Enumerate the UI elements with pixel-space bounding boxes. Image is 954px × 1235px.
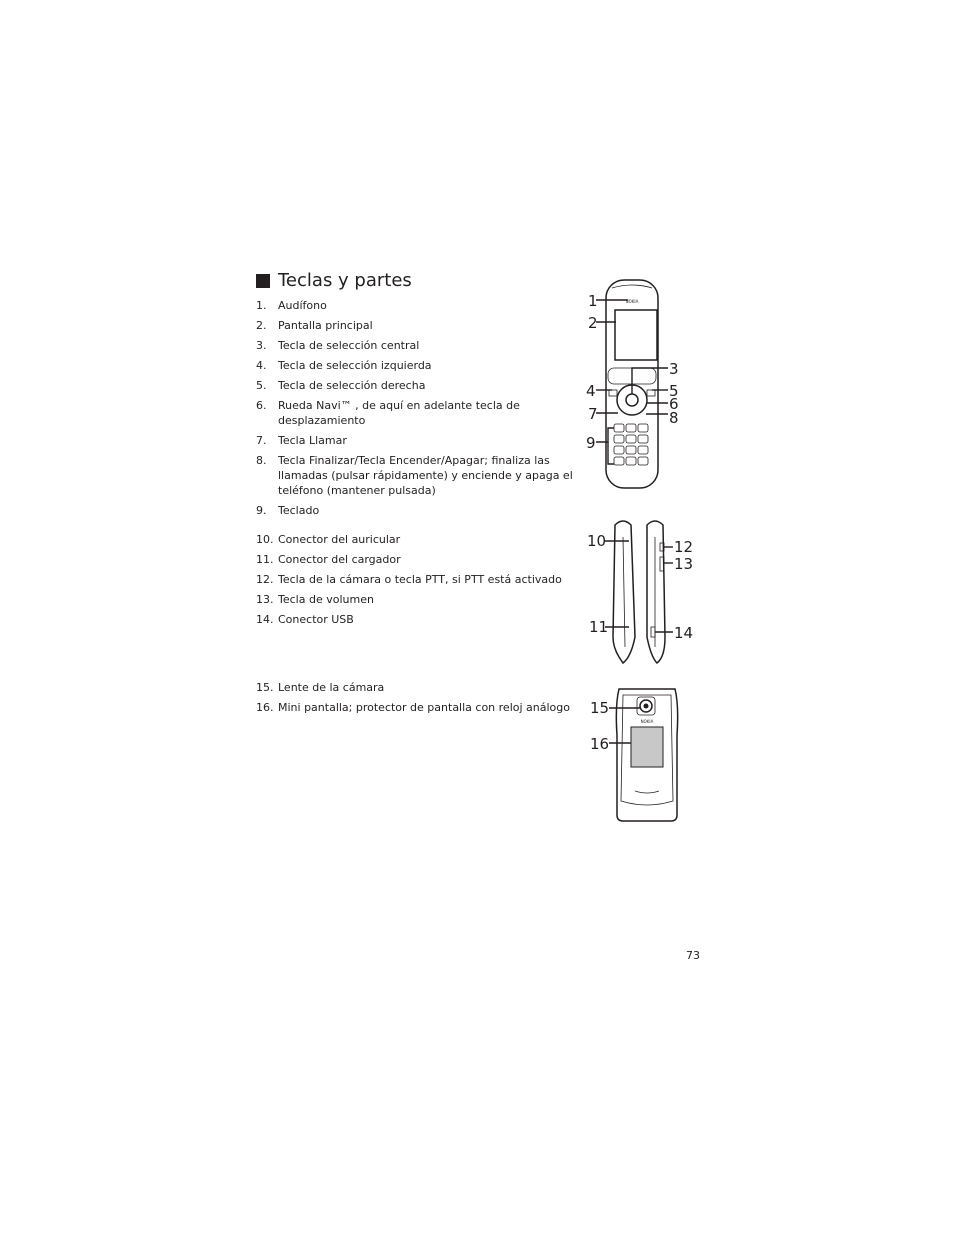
callout-13: 13 — [674, 555, 694, 573]
callout-3: 3 — [669, 360, 679, 378]
phone-side-illustration — [585, 517, 700, 667]
heading-square-icon — [256, 274, 270, 288]
list-item-text: Tecla Finalizar/Tecla Encender/Apagar; finaliza las llamadas (pulsar rápidamente) y enciende y apaga el teléfono (mantener pulsada) — [278, 454, 573, 497]
list-item — [256, 433, 576, 448]
list-item-number: 10. — [256, 533, 274, 546]
list-item-number: 2. — [256, 319, 267, 332]
callout-9: 9 — [586, 434, 596, 452]
list-item — [256, 572, 576, 587]
list-item-number: 9. — [256, 504, 267, 517]
list-item — [256, 378, 576, 393]
list-item-text: Conector USB — [278, 613, 354, 626]
list-item — [256, 298, 576, 313]
list-item — [256, 338, 576, 353]
list-item-text: Audífono — [278, 299, 327, 312]
list-item-text: Mini pantalla; protector de pantalla con reloj análogo — [278, 701, 570, 714]
list-item-text: Tecla de selección derecha — [278, 379, 426, 392]
list-item-number: 13. — [256, 593, 274, 606]
list-item-text: Tecla Llamar — [278, 434, 347, 447]
center-select-key — [626, 394, 638, 406]
list-item-text: Pantalla principal — [278, 319, 373, 332]
list-item-text: Tecla de selección central — [278, 339, 420, 352]
list-item — [256, 680, 576, 695]
list-item — [256, 398, 576, 428]
phone-right-side — [647, 521, 665, 663]
callout-10: 10 — [587, 532, 607, 550]
list-item — [256, 552, 576, 567]
list-item-number: 16. — [256, 701, 274, 714]
phone-front-illustration — [580, 278, 690, 493]
callout-6: 6 — [669, 395, 679, 413]
brand-logo-front: NOKIA — [625, 299, 639, 304]
list-item-text: Tecla de volumen — [278, 593, 374, 606]
list-item — [256, 532, 576, 547]
list-item — [256, 503, 576, 518]
callout-7: 7 — [588, 405, 598, 423]
list-item-number: 6. — [256, 399, 267, 412]
parts-list-front — [256, 298, 576, 523]
list-item-number: 3. — [256, 339, 267, 352]
list-item-text: Rueda Navi™ , de aquí en adelante tecla de desplazamiento — [278, 399, 520, 427]
parts-list-back — [256, 680, 576, 720]
callout-1: 1 — [588, 292, 598, 310]
list-item — [256, 453, 576, 498]
list-item-number: 15. — [256, 681, 274, 694]
list-item-number: 4. — [256, 359, 267, 372]
list-item — [256, 318, 576, 333]
list-item-text: Conector del cargador — [278, 553, 401, 566]
list-item-text: Teclado — [278, 504, 320, 517]
list-item-text: Lente de la cámara — [278, 681, 385, 694]
section-heading — [256, 270, 412, 291]
list-item — [256, 592, 576, 607]
callout-5: 5 — [669, 382, 679, 400]
list-item-number: 14. — [256, 613, 274, 626]
list-item-number: 8. — [256, 454, 267, 467]
callout-14: 14 — [674, 624, 694, 642]
list-item-number: 7. — [256, 434, 267, 447]
callout-15: 15 — [590, 699, 610, 717]
list-item-number: 5. — [256, 379, 267, 392]
main-display — [615, 310, 657, 360]
list-item-number: 1. — [256, 299, 267, 312]
page-number: 73 — [686, 949, 700, 962]
callout-16: 16 — [590, 735, 610, 753]
callout-12: 12 — [674, 538, 694, 556]
callout-11: 11 — [589, 618, 609, 636]
list-item — [256, 612, 576, 627]
list-item-text: Tecla de la cámara o tecla PTT, si PTT está activado — [278, 573, 562, 586]
callout-8: 8 — [669, 409, 679, 427]
parts-list-side — [256, 532, 576, 632]
phone-back-illustration — [585, 685, 685, 825]
list-item-number: 12. — [256, 573, 274, 586]
list-item-text: Tecla de selección izquierda — [278, 359, 432, 372]
callout-4: 4 — [586, 382, 596, 400]
list-item-number: 11. — [256, 553, 274, 566]
callout-2: 2 — [588, 314, 598, 332]
list-item — [256, 700, 576, 715]
section-title: Teclas y partes — [278, 270, 412, 291]
mini-display — [631, 727, 663, 767]
list-item-text: Conector del auricular — [278, 533, 401, 546]
brand-logo-back: NOKIA — [640, 719, 654, 724]
list-item — [256, 358, 576, 373]
